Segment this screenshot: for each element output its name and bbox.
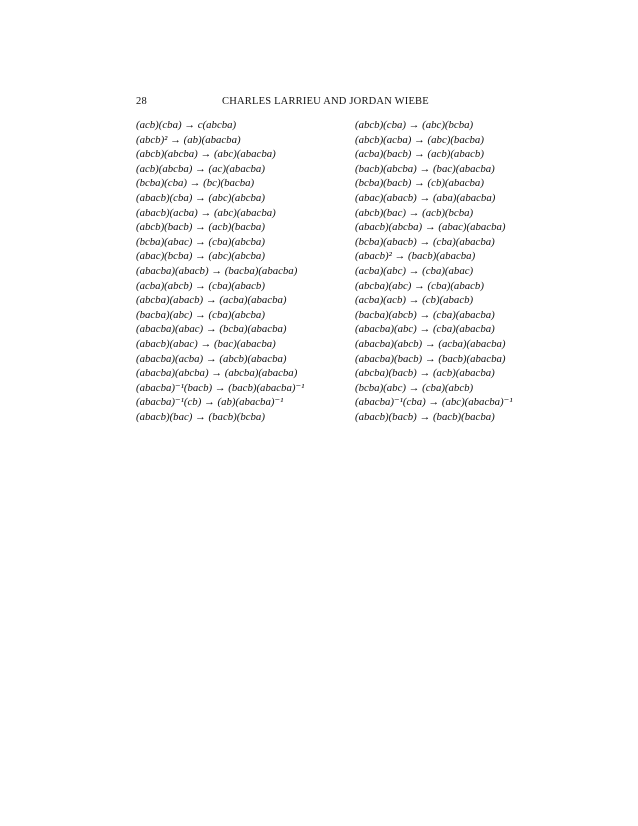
rule-row: (abacba)(abcb) → (acba)(abacba) — [355, 337, 506, 350]
rule-row: (abacb)(bac) → (bacb)(bcba) — [136, 410, 265, 423]
rule-row: (bcba)(abac) → (cba)(abcba) — [136, 235, 265, 248]
page-header — [136, 96, 526, 110]
rules-right-column — [355, 118, 513, 424]
rule-row: (abac)(bcba) → (abc)(abcba) — [136, 250, 265, 263]
rule-row: (abcba)(bacb) → (acb)(abacba) — [355, 367, 495, 380]
rule-row: (bcba)(bacb) → (cb)(abacba) — [355, 177, 484, 190]
rule-row: (abac)(abacb) → (aba)(abacba) — [355, 191, 496, 204]
rule-row: (acb)(cba) → c(abcba) — [136, 119, 237, 131]
rule-row: (abacba)(acba) → (abcb)(abacba) — [136, 352, 287, 365]
page-number: 28 — [136, 96, 147, 107]
rule-row: (abacb)(acba) → (abc)(abacba) — [136, 206, 276, 219]
rule-row: (abcb)(cba) → (abc)(bcba) — [355, 119, 474, 131]
rule-row: (abcb)² → (ab)(abacba) — [136, 133, 241, 146]
rule-row: (abacb)(cba) → (abc)(abcba) — [136, 191, 265, 204]
rule-row: (acba)(abcb) → (cba)(abacb) — [136, 279, 265, 292]
rule-row: (acba)(bacb) → (acb)(abacb) — [355, 148, 484, 161]
rule-row: (abacb)² → (bacb)(abacba) — [355, 250, 476, 263]
rule-row: (bcba)(abc) → (cba)(abcb) — [355, 381, 474, 394]
rule-row: (acba)(acb) → (cb)(abacb) — [355, 294, 474, 307]
rule-row: (bcba)(cba) → (bc)(bacba) — [136, 177, 255, 190]
rule-row: (bacba)(abcb) → (cba)(abacba) — [355, 308, 495, 321]
rule-row: (abacba)(abac) → (bcba)(abacba) — [136, 323, 287, 336]
rule-row: (abcba)(abacb) → (acba)(abacba) — [136, 294, 287, 307]
running-head: CHARLES LARRIEU AND JORDAN WIEBE — [222, 96, 429, 107]
rule-row: (abcb)(acba) → (abc)(bacba) — [355, 133, 484, 146]
rule-row: (abcba)(abc) → (cba)(abacb) — [355, 279, 484, 292]
rule-row: (bacb)(abcba) → (bac)(abacba) — [355, 162, 495, 175]
rule-row: (abcb)(bacb) → (acb)(bacba) — [136, 221, 265, 234]
rule-row: (abacba)(bacb) → (bacb)(abacba) — [355, 352, 506, 365]
rule-row: (abacba)⁻¹(cb) → (ab)(abacba)⁻¹ — [136, 396, 284, 409]
rule-row: (abacba)⁻¹(bacb) → (bacb)(abacba)⁻¹ — [136, 381, 305, 394]
rule-row: (abacba)⁻¹(cba) → (abc)(abacba)⁻¹ — [355, 396, 513, 409]
rule-row: (abcb)(bac) → (acb)(bcba) — [355, 206, 474, 219]
rule-row: (acb)(abcba) → (ac)(abacba) — [136, 162, 265, 175]
rule-row: (abacb)(bacb) → (bacb)(bacba) — [355, 410, 495, 423]
rules-left-column — [136, 118, 304, 424]
rule-row: (bcba)(abacb) → (cba)(abacba) — [355, 235, 495, 248]
rule-row: (abacba)(abacb) → (bacba)(abacba) — [136, 264, 298, 277]
rule-row: (abacba)(abc) → (cba)(abacba) — [355, 323, 495, 336]
rule-row: (bacba)(abc) → (cba)(abcba) — [136, 308, 265, 321]
rule-row: (abacb)(abac) → (bac)(abacba) — [136, 337, 276, 350]
rule-row: (abcb)(abcba) → (abc)(abacba) — [136, 148, 276, 161]
rule-row: (abacba)(abcba) → (abcba)(abacba) — [136, 367, 298, 380]
rule-row: (acba)(abc) → (cba)(abac) — [355, 264, 474, 277]
rule-row: (abacb)(abcba) → (abac)(abacba) — [355, 221, 506, 234]
